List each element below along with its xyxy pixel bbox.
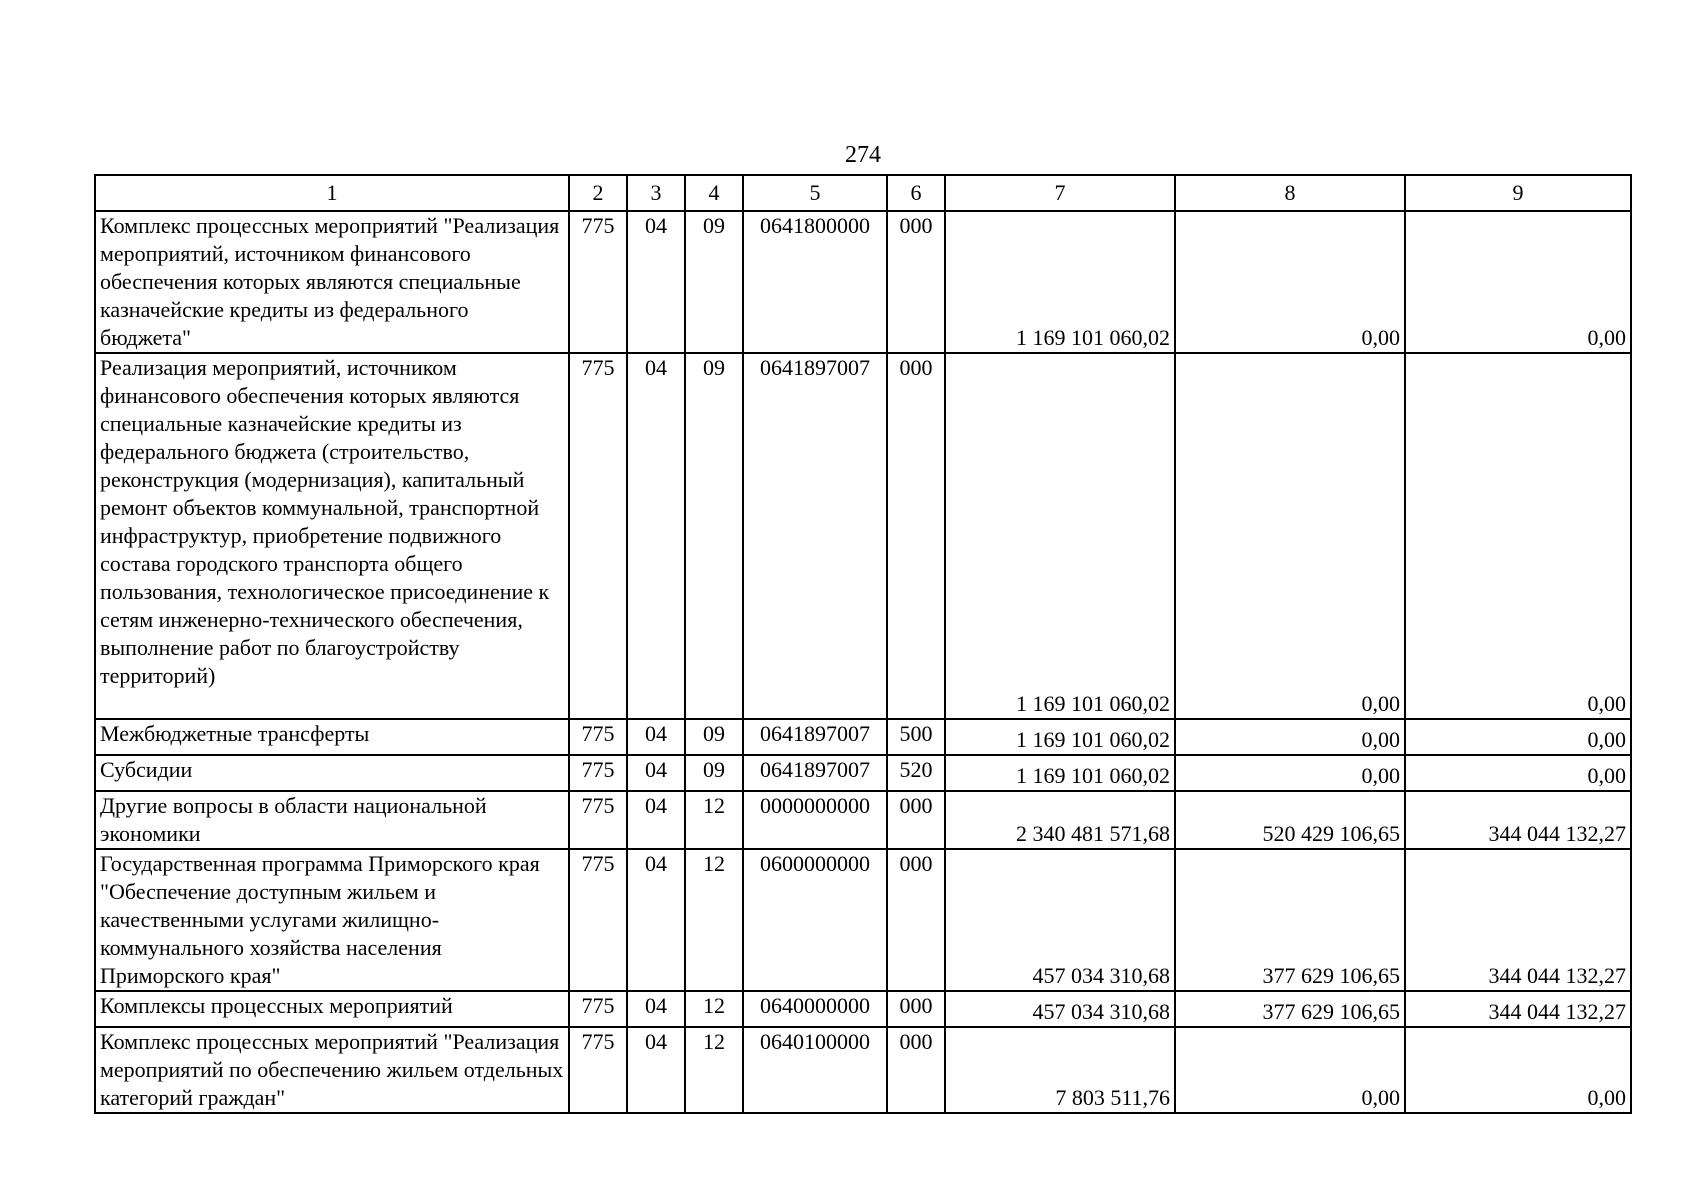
cell-amount: 0,00 — [1405, 1027, 1631, 1113]
cell-code: 000 — [887, 353, 945, 719]
cell-amount: 344 044 132,27 — [1405, 991, 1631, 1027]
cell-amount: 377 629 106,65 — [1175, 849, 1405, 991]
column-header: 5 — [743, 175, 887, 211]
table-row — [95, 755, 1631, 791]
cell-amount: 0,00 — [1405, 211, 1631, 353]
cell-amount: 377 629 106,65 — [1175, 991, 1405, 1027]
cell-code: 0640100000 — [743, 1027, 887, 1113]
cell-amount: 0,00 — [1175, 755, 1405, 791]
row-name: Комплексы процессных мероприятий — [95, 991, 569, 1027]
cell-amount: 0,00 — [1405, 719, 1631, 755]
cell-code: 09 — [685, 755, 743, 791]
cell-amount: 0,00 — [1175, 211, 1405, 353]
column-header: 7 — [945, 175, 1175, 211]
cell-code: 12 — [685, 1027, 743, 1113]
cell-code: 04 — [627, 849, 685, 991]
cell-code: 12 — [685, 849, 743, 991]
cell-amount: 520 429 106,65 — [1175, 791, 1405, 849]
cell-amount: 0,00 — [1405, 755, 1631, 791]
row-name: Другие вопросы в области национальной экономики — [95, 791, 569, 849]
cell-code: 000 — [887, 211, 945, 353]
cell-code: 0000000000 — [743, 791, 887, 849]
cell-code: 000 — [887, 849, 945, 991]
cell-code: 0641897007 — [743, 755, 887, 791]
cell-amount: 2 340 481 571,68 — [945, 791, 1175, 849]
cell-amount: 1 169 101 060,02 — [945, 719, 1175, 755]
column-header: 8 — [1175, 175, 1405, 211]
cell-code: 775 — [569, 719, 627, 755]
page-number: 274 — [845, 142, 881, 168]
cell-code: 12 — [685, 991, 743, 1027]
cell-amount: 7 803 511,76 — [945, 1027, 1175, 1113]
cell-code: 000 — [887, 1027, 945, 1113]
table-row — [95, 791, 1631, 849]
cell-amount: 457 034 310,68 — [945, 849, 1175, 991]
cell-amount: 344 044 132,27 — [1405, 849, 1631, 991]
column-header: 9 — [1405, 175, 1631, 211]
cell-code: 0641800000 — [743, 211, 887, 353]
cell-code: 520 — [887, 755, 945, 791]
row-name: Реализация мероприятий, источником финансового обеспечения которых являются специальные казначейские кредиты из федерального бюджета (строительство, реконструкция (модернизация), капитальный ремонт объектов коммунальной, транспортной инфраструктур, приобретение подвижного состава городского транспорта общего пользования, технологическое присоединение к сетям инженерно-технического обеспечения, выполнение работ по благоустройству территорий) — [95, 353, 569, 719]
cell-code: 04 — [627, 991, 685, 1027]
column-header: 1 — [95, 175, 569, 211]
cell-amount: 1 169 101 060,02 — [945, 755, 1175, 791]
cell-code: 04 — [627, 211, 685, 353]
row-name: Межбюджетные трансферты — [95, 719, 569, 755]
cell-code: 775 — [569, 849, 627, 991]
cell-code: 04 — [627, 755, 685, 791]
column-header: 4 — [685, 175, 743, 211]
table-row — [95, 719, 1631, 755]
cell-amount: 0,00 — [1175, 719, 1405, 755]
cell-code: 12 — [685, 791, 743, 849]
cell-code: 775 — [569, 755, 627, 791]
cell-amount: 457 034 310,68 — [945, 991, 1175, 1027]
header-row — [95, 175, 1631, 211]
cell-code: 500 — [887, 719, 945, 755]
cell-amount: 344 044 132,27 — [1405, 791, 1631, 849]
cell-amount: 0,00 — [1175, 353, 1405, 719]
cell-code: 09 — [685, 719, 743, 755]
cell-code: 775 — [569, 211, 627, 353]
row-name: Комплекс процессных мероприятий "Реализация мероприятий по обеспечению жильем отдельных категорий граждан" — [95, 1027, 569, 1113]
budget-table — [94, 174, 1632, 1114]
cell-code: 04 — [627, 1027, 685, 1113]
cell-amount: 0,00 — [1175, 1027, 1405, 1113]
cell-code: 000 — [887, 791, 945, 849]
cell-code: 09 — [685, 211, 743, 353]
cell-code: 04 — [627, 791, 685, 849]
row-name: Субсидии — [95, 755, 569, 791]
cell-amount: 1 169 101 060,02 — [945, 211, 1175, 353]
table-row — [95, 353, 1631, 719]
cell-code: 04 — [627, 353, 685, 719]
cell-code: 0641897007 — [743, 353, 887, 719]
column-header: 3 — [627, 175, 685, 211]
table-row — [95, 849, 1631, 991]
table-row — [95, 991, 1631, 1027]
cell-code: 04 — [627, 719, 685, 755]
cell-amount: 1 169 101 060,02 — [945, 353, 1175, 719]
cell-code: 775 — [569, 353, 627, 719]
row-name: Комплекс процессных мероприятий "Реализация мероприятий, источником финансового обеспечения которых являются специальные казначейские кредиты из федерального бюджета" — [95, 211, 569, 353]
row-name: Государственная программа Приморского края "Обеспечение доступным жильем и качественными услугами жилищно-коммунального хозяйства населения Приморского края" — [95, 849, 569, 991]
cell-code: 775 — [569, 991, 627, 1027]
cell-code: 775 — [569, 791, 627, 849]
table-row — [95, 211, 1631, 353]
column-header: 6 — [887, 175, 945, 211]
column-header: 2 — [569, 175, 627, 211]
table-row — [95, 1027, 1631, 1113]
cell-code: 000 — [887, 991, 945, 1027]
cell-amount: 0,00 — [1405, 353, 1631, 719]
cell-code: 0641897007 — [743, 719, 887, 755]
cell-code: 775 — [569, 1027, 627, 1113]
cell-code: 0600000000 — [743, 849, 887, 991]
cell-code: 0640000000 — [743, 991, 887, 1027]
cell-code: 09 — [685, 353, 743, 719]
